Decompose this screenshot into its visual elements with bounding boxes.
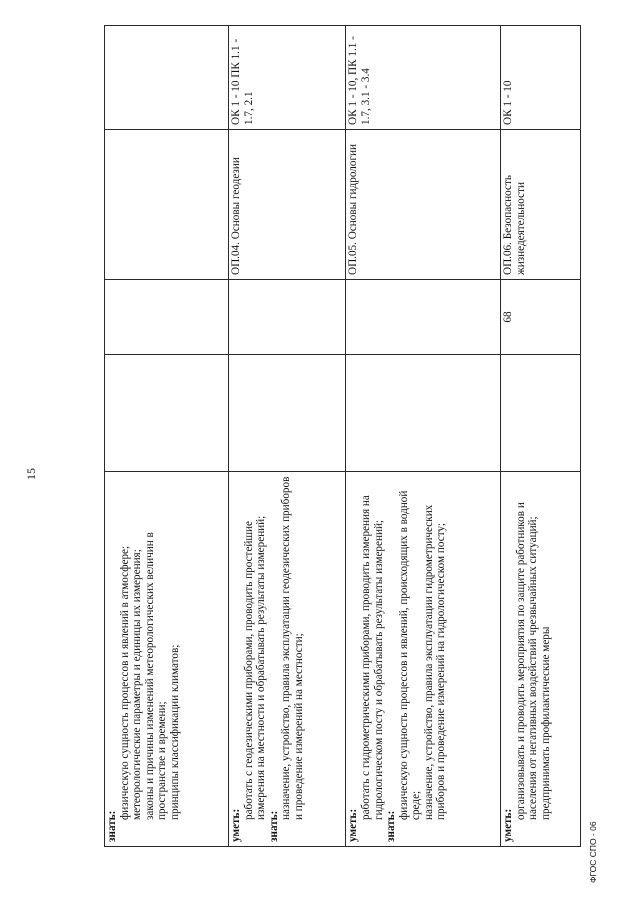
hours-cell: [229, 280, 346, 355]
requirement-item: работать с геодезическими приборами, проводить простейшие измерения на местности и обрабатывать результаты измерений;: [242, 515, 268, 820]
requirement-keyword: уметь:: [347, 808, 360, 842]
discipline-cell: ОП.04. Основы геодезии: [229, 130, 346, 280]
skills-cell: [346, 472, 501, 847]
requirement-item: принципы классификации климатов;: [168, 644, 181, 820]
requirement-keyword: уметь:: [230, 808, 242, 842]
discipline-cell: ОП.06. Безопасность жизнедеятельности: [501, 130, 581, 280]
empty-cell: [501, 355, 581, 472]
empty-cell: [229, 355, 346, 472]
requirement-item: предпринимать профилактические меры: [540, 626, 553, 820]
requirement-item: метеорологические параметры и единицы их измерения;: [131, 549, 144, 820]
competences-cell: ОК 1 - 10 ПК 1.1 - 1.7, 2.1: [229, 26, 346, 130]
table-row: [229, 26, 346, 847]
curriculum-table: [104, 25, 581, 847]
empty-cell: [105, 355, 229, 472]
skills-cell: [105, 472, 229, 847]
requirement-keyword: знать:: [267, 810, 280, 842]
skills-cell: [229, 472, 346, 847]
hours-cell: 68: [501, 280, 581, 355]
requirement-item: назначение, устройство, правила эксплуатации гидрометрических приборов и проведение измерений на гидрологическом посту;: [422, 504, 448, 820]
requirement-item: назначение, устройство, правила эксплуатации геодезических приборов и проведение измерений на местности;: [280, 476, 305, 820]
competences-cell: [105, 26, 229, 130]
requirement-item: организовывать и проводить мероприятия по защите работников и населения от негативных воздействий чрезвычайных ситуаций;: [514, 502, 540, 820]
competences-cell: ОК 1 - 10: [501, 26, 581, 130]
requirement-item: работать с гидрометрическими приборами, проводить измерения на гидрологическом посту и обрабатывать результаты измерений;: [359, 495, 385, 820]
hours-cell: [346, 280, 501, 355]
requirement-keyword: уметь:: [502, 808, 515, 842]
requirement-item: физическую сущность процессов и явлений в атмосфере;: [118, 545, 131, 820]
table-row: [105, 26, 229, 847]
discipline-cell: ОП.05. Основы гидрологии: [346, 130, 501, 280]
requirement-item: законы и причины изменений метеорологических величин в пространстве и времени;: [143, 532, 169, 820]
requirement-keyword: знать:: [385, 810, 398, 842]
discipline-cell: [105, 130, 229, 280]
skills-cell: [501, 472, 581, 847]
page-number: 15: [24, 468, 38, 480]
table-row: [501, 26, 581, 847]
hours-cell: [105, 280, 229, 355]
empty-cell: [346, 355, 501, 472]
table-row: [346, 26, 501, 847]
competences-cell: ОК 1 - 10, ПК 1.1 - 1.7, 3.1 - 3.4: [346, 26, 501, 130]
curriculum-table-body: [105, 26, 581, 847]
standard-footer: ФГОС СПО - 06: [588, 821, 598, 883]
requirement-keyword: знать:: [106, 810, 118, 842]
requirement-item: физическую сущность процессов и явлений, происходящих в водной среде;: [397, 490, 423, 820]
